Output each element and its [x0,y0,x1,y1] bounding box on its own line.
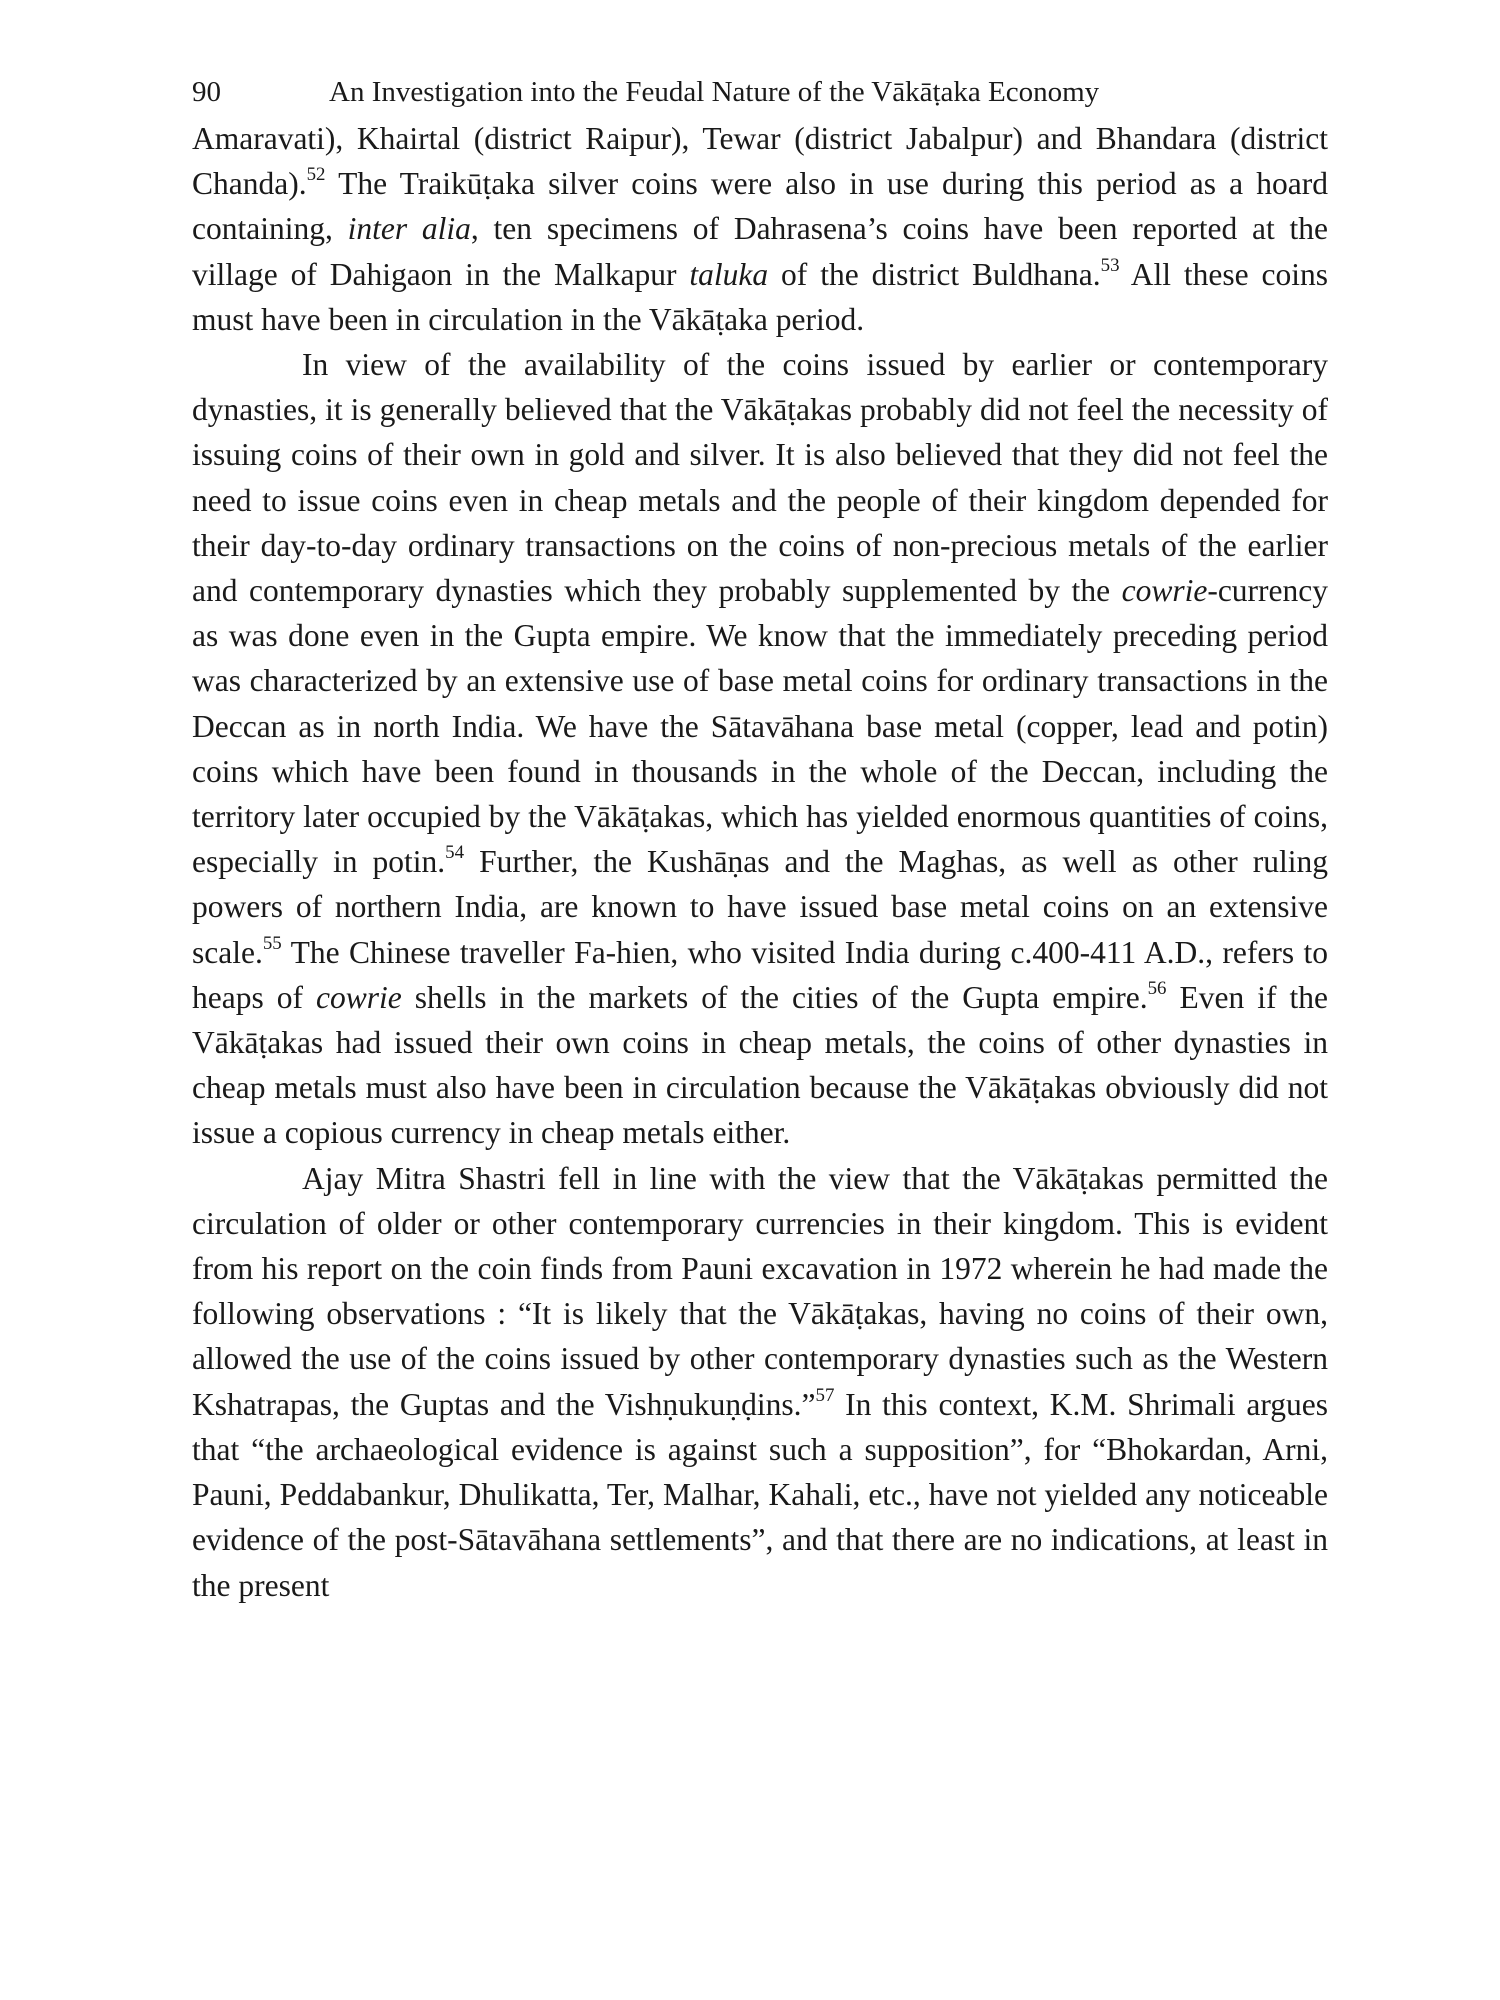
text-run: , ten specimens of Dahrasena’s coins have been reported at the village of Dahigaon in the Malkapur [192,211,1328,292]
body-text [192,116,1328,1608]
italic-term: inter alia [347,211,471,247]
text-run: of the district Buldhana. [768,256,1101,292]
footnote-ref-54: 54 [445,842,465,864]
text-run: In view of the availability of the coins issued by earlier or contemporary dynasties, it is generally believed that the Vākāṭakas probably did not feel the necessity of issuing coins of their own in gold and silver. It is also believed that they did not feel the need to issue coins even in cheap metals and the people of their kingdom depended for their day-to-day ordinary transactions on the coins of non-precious metals of the earlier and contemporary dynasties which they probably supplemented by the [192,347,1328,609]
paragraph [192,1156,1328,1608]
text-run: All these coins must have been in circulation in the Vākāṭaka period. [192,256,1328,337]
italic-term: taluka [689,256,769,292]
text-run: The Traikūṭaka silver coins were also in use during this period as a hoard containing, [192,166,1328,247]
italic-term: cowrie [1121,573,1208,609]
text-run: In this context, K.M. Shrimali argues that “the archaeological evidence is against such a supposition”, for “Bhokardan, Arni, Pauni, Peddabankur, Dhulikatta, Ter, Malhar, Kahali, etc., have not yielded any noticeable evidence of the post-Sātavāhana settlements”, and that there are no indications, at least in the present [192,1386,1328,1603]
book-page [192,72,1328,1608]
running-head-title: An Investigation into the Feudal Nature of the Vākāṭaka Economy [329,76,1100,108]
text-run: Amaravati), Khairtal (district Raipur), Tewar (district Jabalpur) and Bhandara (district Chanda). [192,121,1328,202]
text-run: Ajay Mitra Shastri fell in line with the view that the Vākāṭakas permitted the circulation of older or other contemporary currencies in their kingdom. This is evident from his report on the coin finds from Pauni excavation in 1972 wherein he had made the following observations : “It is likely that the Vākāṭakas, having no coins of their own, allowed the use of the coins issued by other contemporary dynasties such as the Western Kshatrapas, the Guptas and the Vishṇukuṇḍins.” [192,1160,1328,1422]
italic-term: cowrie [316,979,402,1015]
footnote-ref-56: 56 [1147,977,1167,999]
footnote-ref-52: 52 [306,164,326,186]
footnote-ref-53: 53 [1100,254,1120,276]
footnote-ref-55: 55 [262,932,282,954]
paragraph-continued [192,116,1328,342]
text-run: Even if the Vākāṭakas had issued their own coins in cheap metals, the coins of other dynasties in cheap metals must also have been in circulation because the Vākāṭakas obviously did not issue a copious currency in cheap metals either. [192,979,1328,1151]
text-run: -currency as was done even in the Gupta empire. We know that the immediately preceding period was characterized by an extensive use of base metal coins for ordinary transactions in the Deccan as in north India. We have the Sātavāhana base metal (copper, lead and potin) coins which have been found in thousands in the whole of the Deccan, including the territory later occupied by the Vākāṭakas, which has yielded enormous quantities of coins, especially in potin. [192,573,1328,880]
running-head [192,72,1328,112]
footnote-ref-57: 57 [815,1384,835,1406]
text-run: The Chinese traveller Fa-hien, who visited India during c.400-411 A.D., refers to heaps of [192,934,1328,1015]
paragraph [192,342,1328,1156]
page-number: 90 [192,76,221,108]
text-run: Further, the Kushāṇas and the Maghas, as well as other ruling powers of northern India, are known to have issued base metal coins on an extensive scale. [192,844,1328,970]
text-run: shells in the markets of the cities of the Gupta empire. [401,979,1148,1015]
